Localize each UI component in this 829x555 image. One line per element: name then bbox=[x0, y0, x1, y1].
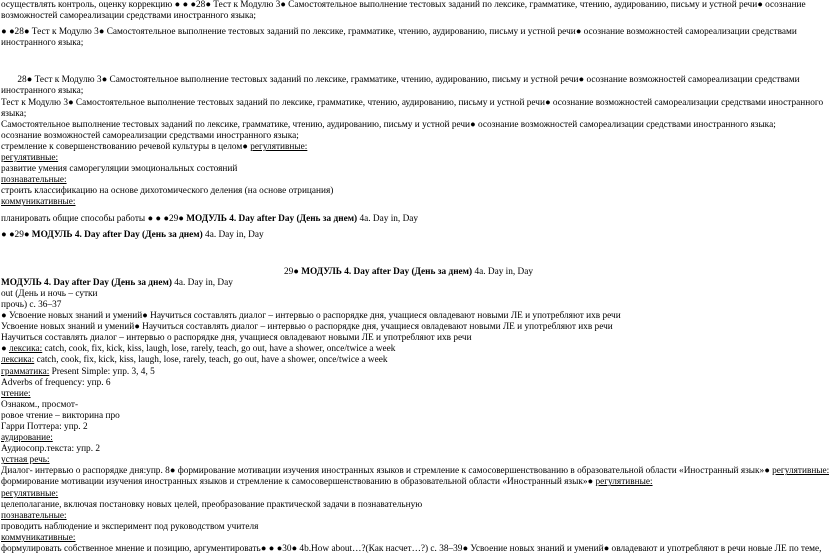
text-line: иностранного языка; bbox=[1, 86, 84, 97]
text-line bbox=[0, 267, 816, 278]
text-line: развитие умения саморегуляции эмоциональных состояний bbox=[1, 164, 238, 175]
module-title: МОДУЛЬ 4. Day after Day (День за днем) bbox=[31, 229, 203, 240]
text-line bbox=[0, 142, 816, 153]
section-label: регулятивные: bbox=[1, 153, 59, 164]
text-span: Диалог- интервью о распорядке дня:упр. 8● формирование мотивации изучения иностранных языков и стремление к самосовершенствованию в образовательной области «Иностранный язык»● bbox=[1, 466, 770, 477]
text-line bbox=[0, 367, 816, 378]
module-title: МОДУЛЬ 4. Day after Day (День за днем) bbox=[301, 266, 473, 277]
section-label: грамматика: bbox=[1, 366, 50, 377]
text-line bbox=[0, 230, 816, 241]
text-line bbox=[0, 466, 829, 477]
section-label: аудирование: bbox=[1, 433, 53, 444]
text-line: возможностей самореализации средствами иностранного языка; bbox=[1, 11, 256, 22]
text-span: 4a. Day in, Day bbox=[359, 213, 419, 224]
text-span: ● ●29● bbox=[1, 229, 30, 240]
text-span: 4a. Day in, Day bbox=[174, 277, 233, 288]
text-line: Самостоятельное выполнение тестовых заданий по лексике, грамматике, чтению, аудированию, письму и устной речи● осознание возможностей самореализации средствами иностранного языка; bbox=[1, 119, 776, 130]
section-label: лексика: bbox=[1, 355, 35, 366]
section-label: регулятивные: bbox=[1, 488, 59, 499]
text-line: осознание возможностей самореализации средствами иностранного языка; bbox=[1, 130, 299, 141]
text-span: ● bbox=[1, 344, 7, 355]
section-label: познавательные: bbox=[1, 510, 67, 521]
text-line: языка; bbox=[1, 108, 27, 119]
text-line: формулировать собственное мнение и позицию, аргументировать● ● ●30● 4b.How about…?(Как насчет…?) с. 38–39● Усвоение новых знаний и умений● овладевают и употребляют в речи новые ЛЕ по теме, bbox=[1, 544, 822, 555]
text-span: 4a. Day in, Day bbox=[205, 229, 264, 240]
text-line: Усвоение новых знаний и умений● Научиться составлять диалог – интервью о распорядке дня, учащиеся овладевают новыми ЛЕ и употребляют ихв речи bbox=[1, 322, 613, 333]
text-span: 29● bbox=[283, 266, 299, 277]
text-line: Тест к Модулю 3● Самостоятельное выполнение тестовых заданий по лексике, грамматике, чтению, аудированию, письму и устной речи● осознание возможностей самореализации средствами иностранного bbox=[1, 97, 824, 108]
text-line: Научиться составлять диалог – интервью о распорядке дня, учащиеся овладевают новыми ЛЕ и употребляют ихв речи bbox=[1, 333, 472, 344]
text-line bbox=[0, 278, 816, 289]
text-line: out (День и ночь – сутки bbox=[1, 288, 98, 299]
text-line: ● Усвоение новых знаний и умений● Научиться составлять диалог – интервью о распорядке дня, учащиеся овладевают новыми ЛЕ и употребляют ихв речи bbox=[1, 311, 621, 322]
module-title: МОДУЛЬ 4. Day after Day (День за днем) bbox=[1, 277, 172, 288]
section-label: коммуникативные: bbox=[1, 197, 76, 208]
section-label: регулятивные: bbox=[595, 477, 653, 488]
text-span: планировать общие способы работы ● ● ●29● bbox=[1, 213, 184, 224]
text-line bbox=[0, 477, 816, 488]
text-line: целеполагание, включая постановку новых целей, преобразование практической задачи в познавательную bbox=[1, 499, 423, 510]
text-span: catch, cook, fix, kick, kiss, laugh, lose, rarely, teach, go out, have a shower, once/twice a week bbox=[44, 344, 396, 355]
text-line: иностранного языка; bbox=[1, 38, 84, 49]
text-line: Ознаком., просмот- bbox=[1, 399, 79, 410]
text-line: Аудиосопр.текста: упр. 2 bbox=[1, 444, 101, 455]
section-label: чтение: bbox=[1, 388, 31, 399]
module-title: МОДУЛЬ 4. Day after Day (День за днем) bbox=[186, 213, 358, 224]
text-line bbox=[0, 344, 816, 355]
text-span: формирование мотивации изучения иностранных языков и стремление к самосовершенствованию в образовательной области «Иностранный язык»● bbox=[1, 477, 594, 488]
text-span: стремление к совершенствованию речевой культуры в целом● bbox=[1, 141, 248, 152]
section-label: устная речь: bbox=[1, 455, 50, 466]
section-label: коммуникативные: bbox=[1, 532, 76, 543]
text-span: catch, cook, fix, kick, kiss, laugh, lose, rarely, teach, go out, have a shower, once/twice a week bbox=[36, 355, 388, 366]
text-line: прочь) с. 36–37 bbox=[1, 299, 62, 310]
text-line: ровое чтение – викторина про bbox=[1, 410, 120, 421]
text-line: Гарри Поттера: упр. 2 bbox=[1, 422, 88, 432]
text-line: 28● Тест к Модулю 3● Самостоятельное выполнение тестовых заданий по лексике, грамматике, чтению, аудированию, письму и устной речи● осознание возможностей самореализации средствами bbox=[17, 75, 800, 86]
text-line: осуществлять контроль, оценку коррекцию ● ● ●28● Тест к Модулю 3● Самостоятельное выполнение тестовых заданий по лексике, грамматике, чтению, аудированию, письму и устной речи● осознание bbox=[1, 0, 806, 10]
text-line bbox=[0, 214, 816, 225]
text-line: проводить наблюдение и эксперимент под руководством учителя bbox=[1, 521, 259, 532]
text-span: Present Simple: упр. 3, 4, 5 bbox=[51, 366, 155, 377]
text-span: 4a. Day in, Day bbox=[474, 266, 534, 277]
section-label: регулятивные: bbox=[772, 466, 829, 477]
text-line: ● ●28● Тест к Модулю 3● Самостоятельное выполнение тестовых заданий по лексике, грамматике, чтению, аудированию, письму и устной речи● осознание возможностей самореализации средствами bbox=[1, 27, 797, 38]
text-line: строить классификацию на основе дихотомического деления (на основе отрицания) bbox=[1, 186, 334, 197]
text-line bbox=[0, 355, 816, 366]
section-label: лексика: bbox=[8, 344, 43, 355]
section-label: познавательные: bbox=[1, 175, 67, 186]
text-line: Adverbs of frequency: упр. 6 bbox=[1, 377, 111, 388]
section-label: регулятивные: bbox=[250, 141, 308, 152]
